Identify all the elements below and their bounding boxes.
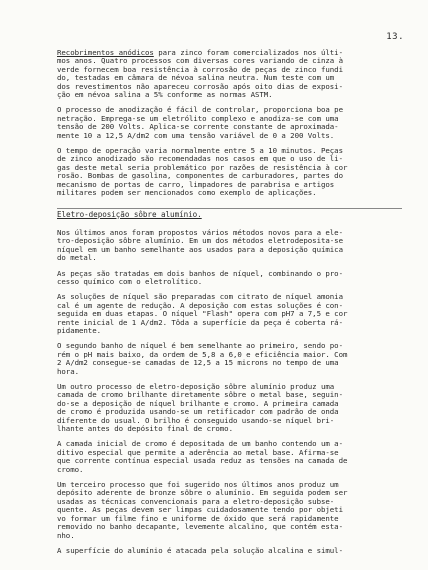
paragraph-line: hora. xyxy=(57,366,79,376)
paragraph-anodizing-process xyxy=(57,106,402,140)
paragraph xyxy=(57,440,402,474)
paragraph xyxy=(57,481,402,540)
paragraph-operation-time xyxy=(57,147,402,197)
section-aluminum xyxy=(57,229,402,555)
paragraph xyxy=(57,342,402,376)
paragraph-line: As peças são tratadas em dois banhos de níquel, combinando o pro- xyxy=(57,268,343,278)
paragraph-line: que corrente contínua especial usada reduz as tensões na camada de xyxy=(57,456,348,466)
paragraph-line: O tempo de operação varia normalmente entre 5 a 10 minutos. Peças xyxy=(57,146,343,156)
section-title: Recobrimentos anódicos xyxy=(57,48,154,57)
body-text xyxy=(57,49,402,562)
paragraph-line: tensão de 200 Volts. Aplica-se corrente constante de aproximada- xyxy=(57,122,339,132)
paragraph-line: quente. As peças devem ser limpas cuidadosamente tendo por objeti xyxy=(57,505,343,515)
paragraph-line: depósito aderente de bronze sôbre o alumínio. Em seguida podem ser xyxy=(57,488,348,498)
paragraph-line: rente inicial de 1 A/dm2. Tôda a superfície da peça é coberta rá- xyxy=(57,317,343,327)
paragraph xyxy=(57,270,402,287)
paragraph-line: vo formar um filme fino e uniforme de óxido que será rapidamente xyxy=(57,513,339,523)
paragraph-line: lhante antes do depósito final de cromo. xyxy=(57,424,233,434)
paragraph-line: netração. Emprega-se um eletrólito complexo e anodiza-se com uma xyxy=(57,113,339,123)
paragraph-line: O processo de anodização é fácil de controlar, proporciona boa pe xyxy=(57,105,343,115)
paragraph-line: O segundo banho de níquel é bem semelhante ao primeiro, sendo po- xyxy=(57,341,343,351)
paragraph-line: do-se a deposição de níquel brilhante e cromo. A primeira camada xyxy=(57,398,339,408)
paragraph-line: A camada inicial de cromo é depositada de um banho contendo um a- xyxy=(57,439,343,449)
paragraph-line: removido no banho decapante, levemente alcalino, que contém esta- xyxy=(57,522,343,532)
paragraph-line: seguida em duas etapas. O níquel "Flash" opera com pH7 a 7,5 e cor xyxy=(57,309,348,319)
paragraph-line: 2 A/dm2 consegue-se camadas de 12,5 a 15 microns no tempo de uma xyxy=(57,358,339,368)
paragraph-line: mos anos. Quatro processos com diversas cores variando de cinza à xyxy=(57,56,343,66)
paragraph-line: de cromo é produzida usando-se um retificador com padrão de onda xyxy=(57,407,339,417)
paragraph-line: A superfície do alumínio é atacada pela solução alcalina e simul- xyxy=(57,545,343,555)
paragraph-line: As soluções de níquel são preparadas com citrato de níquel amonia xyxy=(57,292,343,302)
paragraph-line: verde fornecem boa resistência à corrosão de peças de zinco fundi xyxy=(57,64,343,74)
paragraph-anodic-coatings xyxy=(57,49,402,99)
paragraph-line: cesso químico com o eletrolítico. xyxy=(57,276,203,286)
paragraph-line: Recobrimentos anódicos para zinco foram comercializados nos últi- xyxy=(57,48,343,57)
paragraph-line: dos revestimentos não apareceu corrosão após oito dias de exposi- xyxy=(57,81,343,91)
paragraph xyxy=(57,229,402,263)
paragraph-line: gas deste metal seria problemático por razões de resistência à cor xyxy=(57,162,348,172)
paragraph-line: Um terceiro processo que foi sugerido nos últimos anos produz um xyxy=(57,480,339,490)
page-number: 13. xyxy=(386,32,404,42)
paragraph-line: nho. xyxy=(57,530,75,540)
paragraph-line: mente 10 a 12,5 A/dm2 com uma tensão variável de 0 a 200 Volts. xyxy=(57,130,335,140)
paragraph-line: tro-deposição sôbre alumínio. Em um dos métodos eletrodeposita-se xyxy=(57,236,343,246)
paragraph xyxy=(57,293,402,335)
paragraph xyxy=(57,547,402,555)
paragraph-line: Um outro processo de eletro-deposição sôbre alumínio produz uma xyxy=(57,382,335,391)
section-heading-text: Eletro-deposição sôbre alumínio. xyxy=(57,209,202,219)
paragraph-line: rém o pH mais baixo, da ordem de 5,8 a 6,0 e eficiência maior. Com xyxy=(57,349,348,359)
paragraph-line: níquel em um banho semelhante aos usados para a deposição química xyxy=(57,244,343,254)
paragraph-line: de zinco anodizado são recomendadas nos casos em que o uso de li- xyxy=(57,154,343,164)
paragraph-line: usadas as técnicas convencionais para a eletro-deposição subse- xyxy=(57,496,335,506)
paragraph xyxy=(57,383,402,433)
paragraph-line: diferente do usual. O brilho é conseguido usando-se níquel bri- xyxy=(57,415,335,425)
paragraph-line: do, testadas em câmara de névoa salina neutra. Num teste com um xyxy=(57,73,335,83)
paragraph-line: ção em névoa salina a 5% conforme as normas ASTM. xyxy=(57,90,273,100)
paragraph-line: camada de cromo brilhante diretamente sôbre o metal base, seguin- xyxy=(57,390,343,400)
paragraph-line: rosão. Bombas de gasolina, componentes de carburadores, partes do xyxy=(57,171,343,181)
paragraph-line: mecanismo de portas de carro, limpadores de parabrisa e artigos xyxy=(57,179,335,189)
paragraph-line: ditivo especial que permite a aderência ao metal base. Afirma-se xyxy=(57,447,339,457)
paragraph-line: do metal. xyxy=(57,253,97,263)
paragraph-line: cromo. xyxy=(57,464,84,474)
section-heading xyxy=(57,208,402,222)
paragraph-line: militares podem ser mencionados como exemplo de aplicações. xyxy=(57,188,317,198)
paragraph-line: pidamente. xyxy=(57,325,101,335)
paragraph-line: Nos últimos anos foram propostos vários métodos novos para a ele- xyxy=(57,227,343,237)
paragraph-line: cal é um agente de redução. A deposição com estas soluções é con- xyxy=(57,300,343,310)
